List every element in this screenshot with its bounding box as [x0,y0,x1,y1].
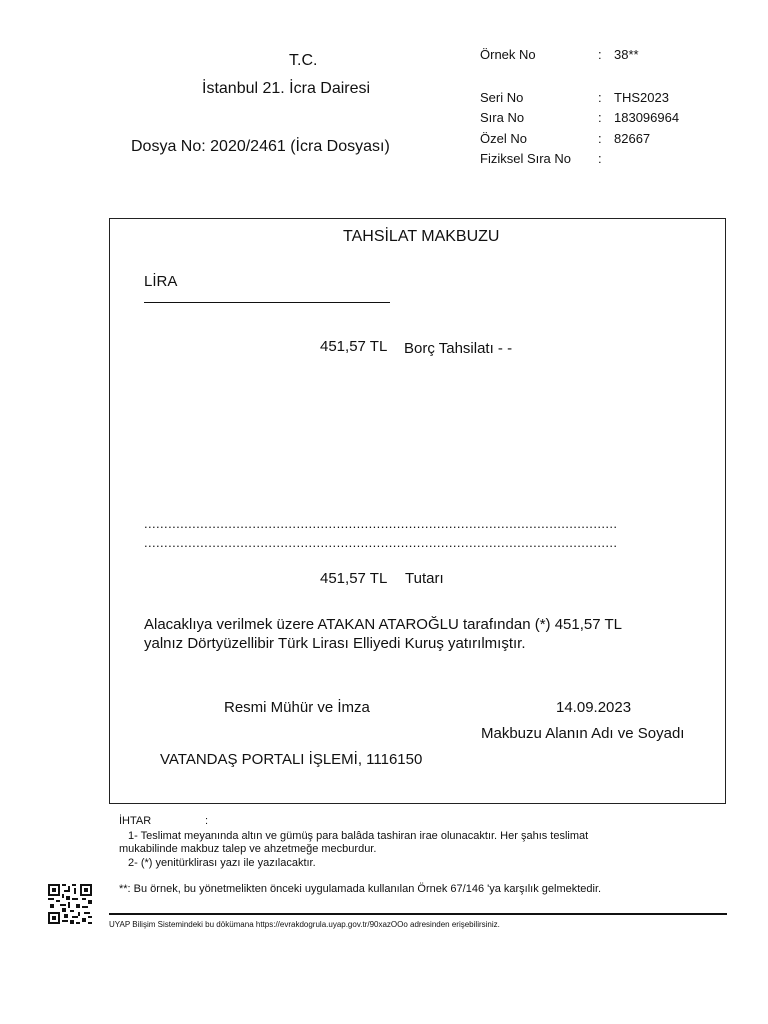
note-2: 2- (*) yenitürklirası yazı ile yazılacaktır. [128,857,316,869]
ornek-no-colon: : [598,47,602,62]
receipt-date: 14.09.2023 [556,699,632,716]
line-description: Borç Tahsilatı - - [404,340,513,357]
fiziksel-sira-no-label: Fiziksel Sıra No [480,151,572,166]
ihtar-colon: : [205,815,209,827]
header-file-no: Dosya No: 2020/2461 (İcra Dosyası) [131,138,390,155]
seri-no-label: Seri No [480,90,524,105]
sira-no-label: Sıra No [480,110,525,125]
header-tc: T.C. [289,52,318,69]
seal-signature-label: Resmi Mühür ve İmza [224,699,370,716]
qr-code-icon [48,884,92,924]
header-office: İstanbul 21. İcra Dairesi [202,80,371,97]
statement-line-2: yalnız Dörtyüzellibir Türk Lirası Elliyedi Kuruş yatırılmıştır. [144,635,526,652]
uyap-verification-note: UYAP Bilişim Sistemindeki bu dökümana https://evrakdogrula.uyap.gov.tr/90xazOOo adresinden erişebilirsiniz. [109,920,500,929]
ozel-no-colon: : [598,131,602,146]
note-1-line-2: mukabilinde makbuz talep ve ahzetmeğe mecburdur. [119,843,377,855]
seri-no-colon: : [598,90,602,105]
footer-rule [109,913,727,915]
sira-no-value: 183096964 [614,110,680,125]
currency-underline [144,302,390,303]
ornek-no-value: 38** [614,47,639,62]
fiziksel-sira-no-colon: : [598,151,602,166]
seri-no-value: THS2023 [614,90,669,105]
line-amount: 451,57 TL [320,338,388,355]
ornek-no-label: Örnek No [480,47,536,62]
currency-label: LİRA [144,273,178,290]
receiver-name-label: Makbuzu Alanın Adı ve Soyadı [481,725,685,742]
ihtar-label: İHTAR [119,815,152,827]
receipt-box [109,218,726,804]
total-label: Tutarı [405,570,444,587]
statement-line-1: Alacaklıya verilmek üzere ATAKAN ATAROĞLU tarafından (*) 451,57 TL [144,616,622,633]
ozel-no-label: Özel No [480,131,527,146]
footnote: **: Bu örnek, bu yönetmelikten önceki uygulamada kullanılan Örnek 67/146 'ya karşılık gelmektedir. [119,883,602,895]
dotted-line-1: ...................................................................................................................... [144,518,618,530]
sira-no-colon: : [598,110,602,125]
receipt-title: TAHSİLAT MAKBUZU [343,228,500,245]
total-amount: 451,57 TL [320,570,388,587]
ozel-no-value: 82667 [614,131,651,146]
portal-transaction: VATANDAŞ PORTALI İŞLEMİ, 1116150 [160,751,423,768]
note-1-line-1: 1- Teslimat meyanında altın ve gümüş para balâda tashiran irae olunacaktır. Her şahıs teslimat [128,830,589,842]
dotted-line-2: ...................................................................................................................... [144,537,618,549]
